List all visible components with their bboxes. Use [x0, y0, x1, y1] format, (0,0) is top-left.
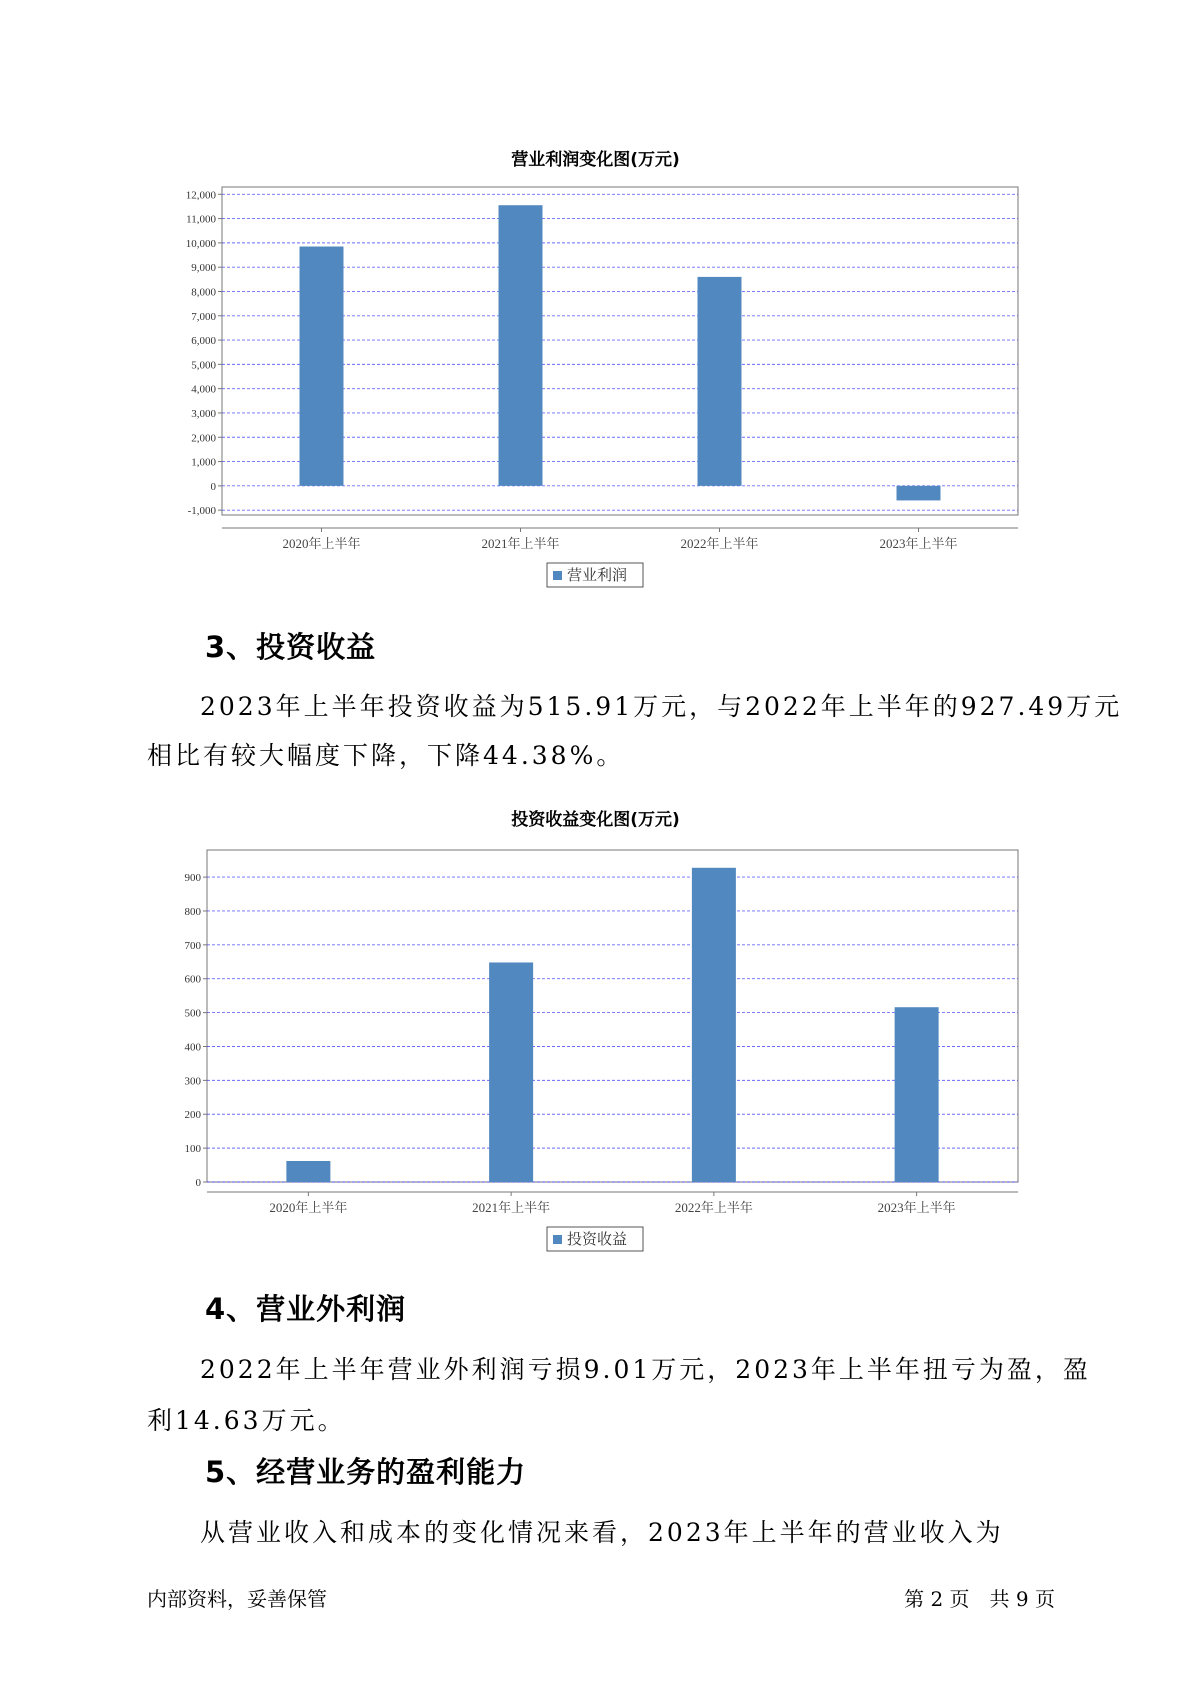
x-category-label: 2023年上半年	[879, 536, 958, 551]
y-tick-label: 300	[184, 1075, 201, 1088]
operating-profit-bar-chart	[0, 170, 1191, 590]
footer-page-number: 第 2 页 共 9 页	[904, 1587, 1055, 1611]
y-tick-label: 800	[184, 905, 201, 918]
paragraph-line: 从营业收入和成本的变化情况来看，2023年上半年的营业收入为	[200, 1518, 1004, 1547]
investment-income-bar-chart	[0, 830, 1191, 1250]
legend-label: 投资收益	[567, 1232, 628, 1248]
y-tick-label: 10,000	[185, 237, 216, 250]
chart-title-investment-income: 投资收益变化图(万元)	[511, 810, 680, 830]
heading-profitability: 5、经营业务的盈利能力	[205, 1455, 527, 1489]
x-category-label: 2020年上半年	[282, 536, 361, 551]
y-tick-label: 0	[210, 480, 216, 493]
y-tick-label: 0	[195, 1177, 201, 1189]
y-tick-label: 400	[184, 1041, 201, 1054]
bar	[897, 486, 941, 501]
footer-confidential-note: 内部资料，妥善保管	[147, 1587, 327, 1611]
bar	[286, 1161, 330, 1182]
y-tick-label: 500	[184, 1007, 201, 1020]
paragraph-line: 2023年上半年投资收益为515.91万元，与2022年上半年的927.49万元	[200, 692, 1123, 721]
y-tick-label: 7,000	[191, 310, 216, 323]
y-tick-label: 2,000	[191, 432, 216, 445]
legend-label: 营业利润	[567, 568, 628, 584]
y-tick-label: 1,000	[191, 456, 216, 469]
x-category-label: 2023年上半年	[877, 1200, 956, 1215]
x-category-label: 2022年上半年	[674, 1200, 753, 1215]
paragraph-line: 2022年上半年营业外利润亏损9.01万元，2023年上半年扭亏为盈，盈	[200, 1355, 1091, 1384]
y-tick-label: 900	[184, 872, 201, 885]
bar	[300, 247, 344, 486]
bar	[698, 277, 742, 486]
bar	[489, 962, 533, 1182]
paragraph-line: 相比有较大幅度下降，下降44.38%。	[147, 741, 625, 770]
x-category-label: 2020年上半年	[269, 1200, 348, 1215]
legend-swatch	[553, 1235, 562, 1244]
y-tick-label: 8,000	[191, 286, 216, 299]
legend-swatch	[553, 571, 562, 580]
x-category-label: 2021年上半年	[481, 536, 560, 551]
x-category-label: 2022年上半年	[680, 536, 759, 551]
y-tick-label: 6,000	[191, 335, 216, 348]
y-tick-label: 11,000	[186, 213, 216, 226]
chart-title-operating-profit: 营业利润变化图(万元)	[511, 150, 680, 170]
y-tick-label: 9,000	[191, 262, 216, 275]
y-tick-label: 200	[184, 1109, 201, 1122]
y-tick-label: 4,000	[191, 383, 216, 396]
heading-non-operating-profit: 4、营业外利润	[205, 1292, 407, 1326]
bar	[499, 205, 543, 486]
paragraph-line: 利14.63万元。	[147, 1406, 346, 1435]
y-tick-label: 3,000	[191, 407, 216, 420]
y-tick-label: 12,000	[185, 189, 216, 202]
y-tick-label: 100	[184, 1143, 201, 1156]
bar	[895, 1007, 939, 1182]
y-tick-label: 5,000	[191, 359, 216, 372]
bar	[692, 868, 736, 1182]
x-category-label: 2021年上半年	[472, 1200, 551, 1215]
heading-investment-income: 3、投资收益	[205, 630, 377, 664]
y-tick-label: 600	[184, 973, 201, 986]
y-tick-label: -1,000	[187, 505, 216, 518]
y-tick-label: 700	[184, 939, 201, 952]
